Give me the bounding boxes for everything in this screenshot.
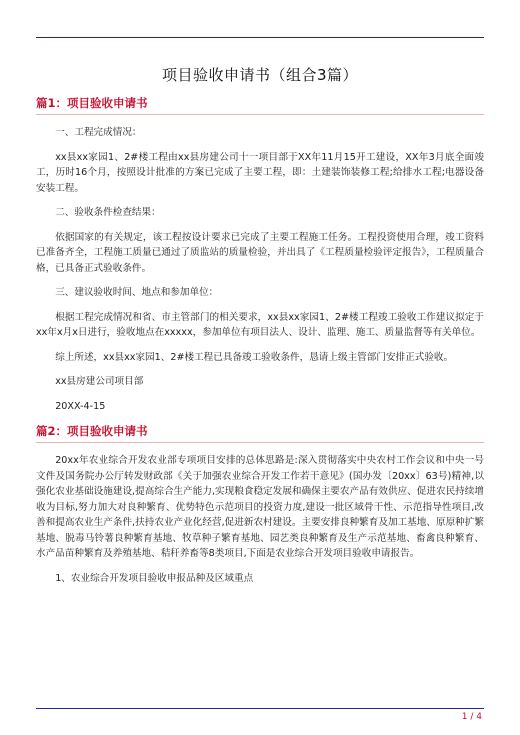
paragraph: 三、建议验收时间、地点和参加单位：: [55, 287, 219, 298]
paragraph: 二、验收条件检查结果：: [55, 207, 161, 218]
footer-rule: [36, 708, 484, 709]
paragraph: 根据工程完成情况和省、市主管部门的相关要求，xx县xx家园1、2#楼工程竣工验收工作建议拟定于xx年x月x日进行，验收地点在xxxxx，参加单位有项目法人、设计、监理、施工、质量监督等有关单位。: [36, 311, 484, 338]
signature-org: xx县房建公司项目部: [55, 376, 144, 387]
paragraph: 20xx年农业综合开发农业部专项项目安排的总体思路是:深入贯彻落实中央农村工作会议和中央一号文件及国务院办公厅转发财政部《关于加强农业综合开发工作若干意见》(国办发〔20xx〕63号)精神,以强化农业基础设施建设,提高综合生产能力,实现粮食稳定发展和确保主要农产品有效供应、促进农民持续增收为目标,努力加大对良种繁育、优势特色示范项目的投资力度,建设一批区域骨干性、示范指导性项目,改善和提高农业生产条件,扶持农业产业化经营,促进新农村建设。主要安排良种繁育及加工基地、原原种扩繁基地、脱毒马铃薯良种繁育基地、牧草种子繁育基地、园艺类良种繁育及生产示范基地、畜禽良种繁育、水产品苗种繁育及养殖基地、秸秆养畜等8类项目,下面是农业综合开发项目验收申请报告。: [36, 455, 484, 559]
document-title: 项目验收申请书（组合3篇）: [161, 66, 359, 84]
section-heading-1: 篇1：项目验收申请书: [36, 95, 484, 115]
signature-date: 20XX-4-15: [55, 400, 106, 412]
header-rule: [36, 37, 484, 38]
paragraph: 一、工程完成情况：: [55, 127, 142, 138]
paragraph: 综上所述，xx县xx家园1、2#楼工程已具备竣工验收条件，恳请上级主管部门安排正式验收。: [55, 351, 454, 363]
paragraph: xx县xx家园1、2#楼工程由xx县房建公司十一项目部于XX年11月15开工建设，XX年3月底全面竣工，历时16个月，按照设计批准的方案已完成了主要工程，即：土建装饰装修工程;给排水工程;电器设备安装工程。: [36, 151, 484, 194]
page-indicator: 1 / 4: [461, 712, 482, 722]
document-body: [36, 64, 484, 595]
paragraph: 依据国家的有关规定，该工程按设计要求已完成了主要工程施工任务。工程投资使用合理，竣工资料已准备齐全，工程施工质量已通过了质监站的质量检验，并出具了《工程质量检验评定报告》，工程质量合格，已具备正式验收条件。: [36, 231, 484, 274]
paragraph: 1、农业综合开发项目验收申报品种及区域重点: [55, 572, 254, 584]
section-heading-2: 篇2：项目验收申请书: [36, 423, 484, 443]
